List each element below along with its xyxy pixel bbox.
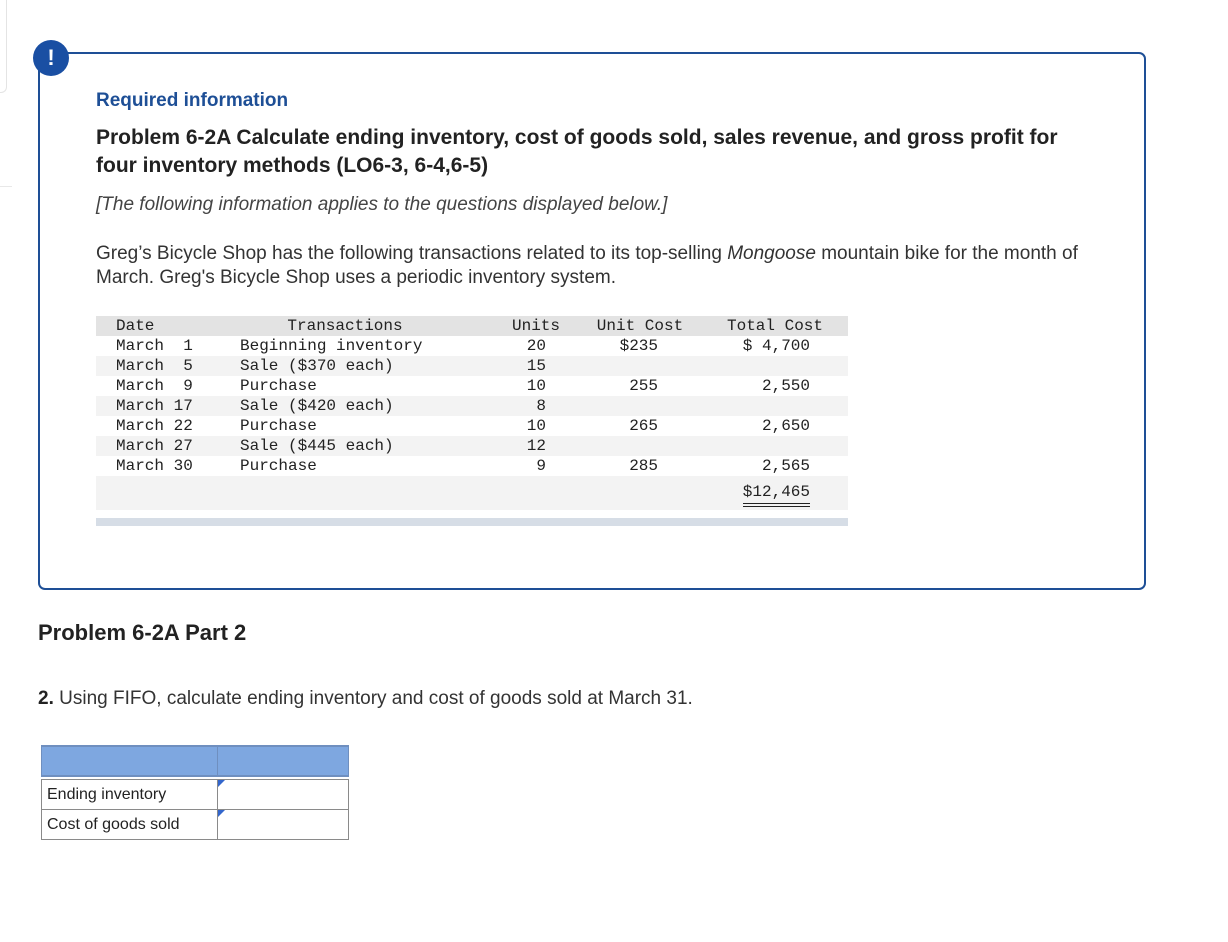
table-row (96, 336, 848, 356)
answer-header-value-cell (218, 746, 349, 776)
table-row (96, 436, 848, 456)
required-information-heading: Required information (96, 90, 289, 111)
row-date: March 30 (116, 457, 193, 475)
ending-inventory-label: Ending inventory (42, 780, 218, 810)
row-units: 20 (526, 337, 546, 355)
row-date: March 17 (116, 397, 193, 415)
row-total-cost: 2,650 (761, 417, 810, 435)
row-transaction: Purchase (240, 457, 317, 475)
input-marker-icon (218, 780, 225, 787)
table-row (96, 416, 848, 436)
description-text-start: Greg’s Bicycle Shop has the following transactions related to its top-selling (96, 243, 728, 264)
description-emphasis: Mongoose (727, 243, 816, 264)
row-transaction: Purchase (240, 417, 317, 435)
question-text (38, 688, 693, 710)
input-marker-icon (218, 810, 225, 817)
row-total-cost: 2,550 (761, 377, 810, 395)
row-units: 12 (526, 437, 546, 455)
answer-row-cost-of-goods-sold (42, 810, 349, 840)
header-total-cost: Total Cost (726, 317, 823, 335)
answer-header-label-cell (42, 746, 218, 776)
row-unit-cost: 285 (629, 457, 658, 475)
ending-inventory-cell[interactable] (218, 780, 349, 810)
table-row (96, 376, 848, 396)
row-units: 10 (526, 417, 546, 435)
total-cost-sum (722, 482, 810, 502)
left-edge-divider (0, 186, 12, 187)
part-title: Problem 6-2A Part 2 (38, 620, 247, 645)
row-total-cost: 2,565 (722, 456, 810, 478)
table-total-row (96, 476, 848, 510)
question-number: 2. (38, 688, 54, 709)
row-transaction: Sale ($370 each) (240, 357, 394, 375)
row-units: 8 (536, 397, 546, 415)
answer-table-header (42, 746, 349, 776)
row-total-cost: $ 4,700 (742, 337, 810, 355)
header-units: Units (511, 317, 560, 335)
question-body: Using FIFO, calculate ending inventory and cost of goods sold at March 31. (53, 688, 693, 709)
row-date: March 27 (116, 437, 193, 455)
row-units: 9 (536, 457, 546, 475)
row-date: March 9 (116, 377, 193, 395)
row-transaction: Sale ($420 each) (240, 397, 394, 415)
table-row (96, 456, 848, 476)
table-header-row (96, 316, 848, 336)
row-date: March 5 (116, 357, 193, 375)
description-text-end: mountain bike for the month of March. Greg's Bicycle Shop uses a periodic inventory system. (96, 243, 1078, 288)
alert-icon: ! (33, 40, 69, 76)
required-information-panel (38, 52, 1146, 590)
cost-of-goods-sold-label: Cost of goods sold (42, 810, 218, 840)
cost-of-goods-sold-cell[interactable] (218, 810, 349, 840)
answer-row-ending-inventory (42, 780, 349, 810)
table-row (96, 396, 848, 416)
cost-of-goods-sold-input[interactable] (218, 811, 348, 839)
header-date: Date (116, 317, 155, 335)
row-units: 10 (526, 377, 546, 395)
table-footer-bar (96, 518, 848, 526)
header-transactions: Transactions (287, 317, 403, 335)
row-transaction: Sale ($445 each) (240, 437, 394, 455)
row-unit-cost: $235 (619, 337, 658, 355)
table-row (96, 356, 848, 376)
problem-title: Problem 6-2A Calculate ending inventory, cost of goods sold, sales revenue, and gross profit for four inventory methods (LO6-3, 6-4,6-5) (96, 126, 1058, 177)
row-date: March 1 (116, 337, 193, 355)
row-transaction: Purchase (240, 377, 317, 395)
answer-table (41, 745, 349, 840)
row-unit-cost: 255 (629, 377, 658, 395)
instruction-note: [The following information applies to the questions displayed below.] (96, 194, 668, 215)
row-units: 15 (526, 357, 546, 375)
row-unit-cost: 265 (629, 417, 658, 435)
row-transaction: Beginning inventory (240, 337, 423, 355)
transactions-table (96, 316, 848, 526)
ending-inventory-input[interactable] (218, 781, 348, 809)
header-unit-cost: Unit Cost (596, 317, 684, 335)
total-cost-value: $12,465 (743, 483, 810, 507)
left-edge-tab (0, 0, 7, 93)
row-date: March 22 (116, 417, 193, 435)
problem-description (96, 242, 1096, 290)
